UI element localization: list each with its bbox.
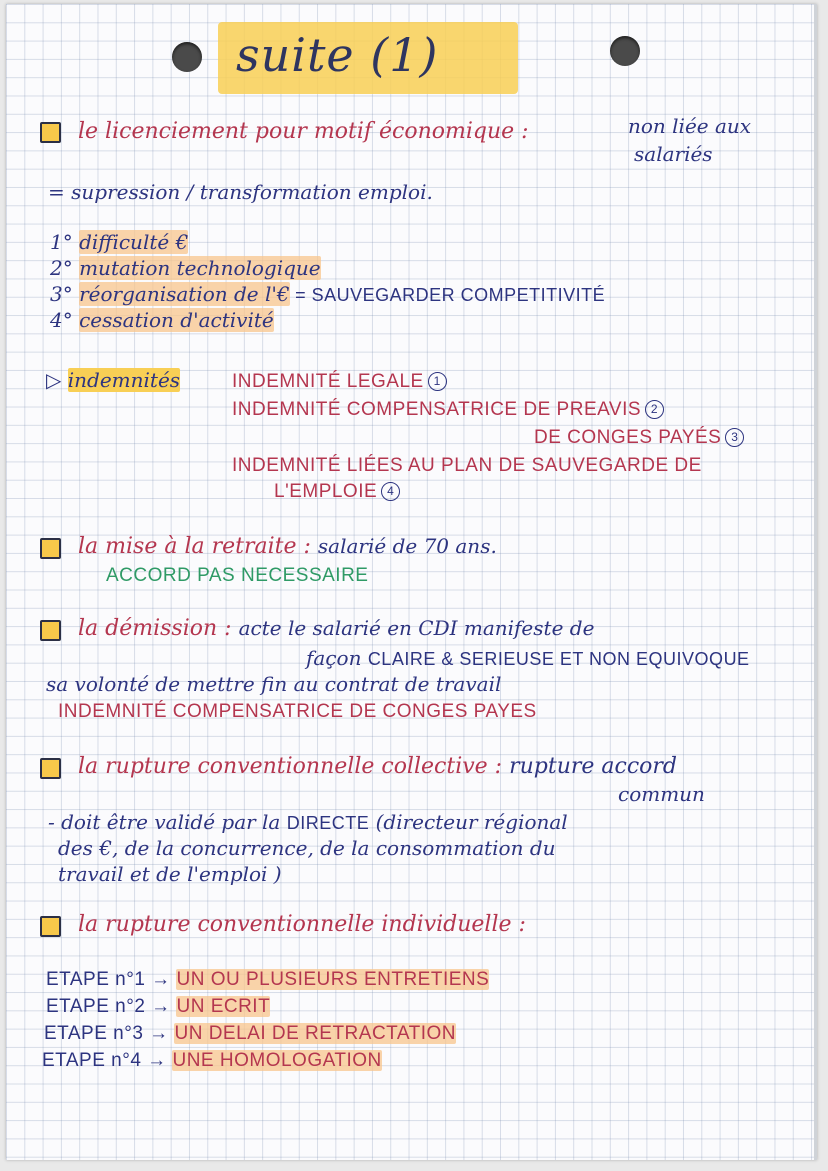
notebook-page <box>6 4 817 1160</box>
indemnite-1: INDEMNITÉ LEGALE 1 <box>232 372 447 391</box>
rupture-collective-line-3: travail et de l'emploi ) <box>58 862 282 886</box>
indemnite-3: DE CONGES PAYÉS 3 <box>534 428 744 447</box>
checkbox-licenciement <box>40 122 61 143</box>
indemnite-2: INDEMNITÉ COMPENSATRICE DE PREAVIS 2 <box>232 400 664 419</box>
indemnite-4b: L'EMPLOIE 4 <box>274 482 400 501</box>
checkbox-rupture-collective <box>40 758 61 779</box>
demission-line-2: façon CLAIRE & SERIEUSE ET NON EQUIVOQUE <box>306 646 750 670</box>
list-item-1: 1° difficulté € <box>50 230 189 254</box>
checkbox-demission <box>40 620 61 641</box>
indemnite-4a: INDEMNITÉ LIÉES AU PLAN DE SAUVEGARDE DE <box>232 455 702 476</box>
etape-3: ETAPE n°3 → UN DELAI DE RETRACTATION <box>44 1023 457 1044</box>
rupture-collective-line-1: - doit être validé par la DIRECTE (directeur régional <box>48 810 568 834</box>
note-licenciement-1: non liée aux <box>628 114 752 138</box>
indemnites-label: ▷ indemnités <box>46 368 181 392</box>
binder-hole-right-icon <box>610 36 640 66</box>
etape-4: ETAPE n°4 → UNE HOMOLOGATION <box>42 1050 382 1071</box>
checkbox-retraite <box>40 538 61 559</box>
etape-1: ETAPE n°1 → UN OU PLUSIEURS ENTRETIENS <box>46 969 490 990</box>
binder-hole-left-icon <box>172 42 202 72</box>
etape-2: ETAPE n°2 → UN ECRIT <box>46 996 271 1017</box>
heading-rupture-collective: la rupture conventionnelle collective : rupture accord <box>78 754 678 779</box>
demission-line-3: sa volonté de mettre fin au contrat de travail <box>46 672 502 696</box>
heading-demission: la démission : acte le salarié en CDI manifeste de <box>78 616 595 641</box>
heading-retraite: la mise à la retraite : salarié de 70 ans. <box>78 534 497 559</box>
rupture-collective-line-2: des €, de la concurrence, de la consommation du <box>58 836 556 860</box>
retraite-accord: ACCORD PAS NECESSAIRE <box>106 565 369 586</box>
list-item-2: 2° mutation technologique <box>50 256 321 280</box>
heading-rupture-individuelle: la rupture conventionnelle individuelle : <box>78 912 526 937</box>
list-item-4: 4° cessation d'activité <box>50 308 274 332</box>
heading-licenciement: le licenciement pour motif économique : <box>78 119 529 144</box>
rupture-collective-note-2: commun <box>618 782 705 806</box>
page-title: suite (1) <box>236 28 439 82</box>
demission-indemnite: INDEMNITÉ COMPENSATRICE DE CONGES PAYES <box>58 701 537 722</box>
note-licenciement-2: salariés <box>634 142 713 166</box>
checkbox-rupture-individuelle <box>40 916 61 937</box>
list-item-3: 3° réorganisation de l'€ = SAUVEGARDER COMPETITIVITÉ <box>50 282 606 306</box>
definition-licenciement: = supression / transformation emploi. <box>48 180 433 204</box>
